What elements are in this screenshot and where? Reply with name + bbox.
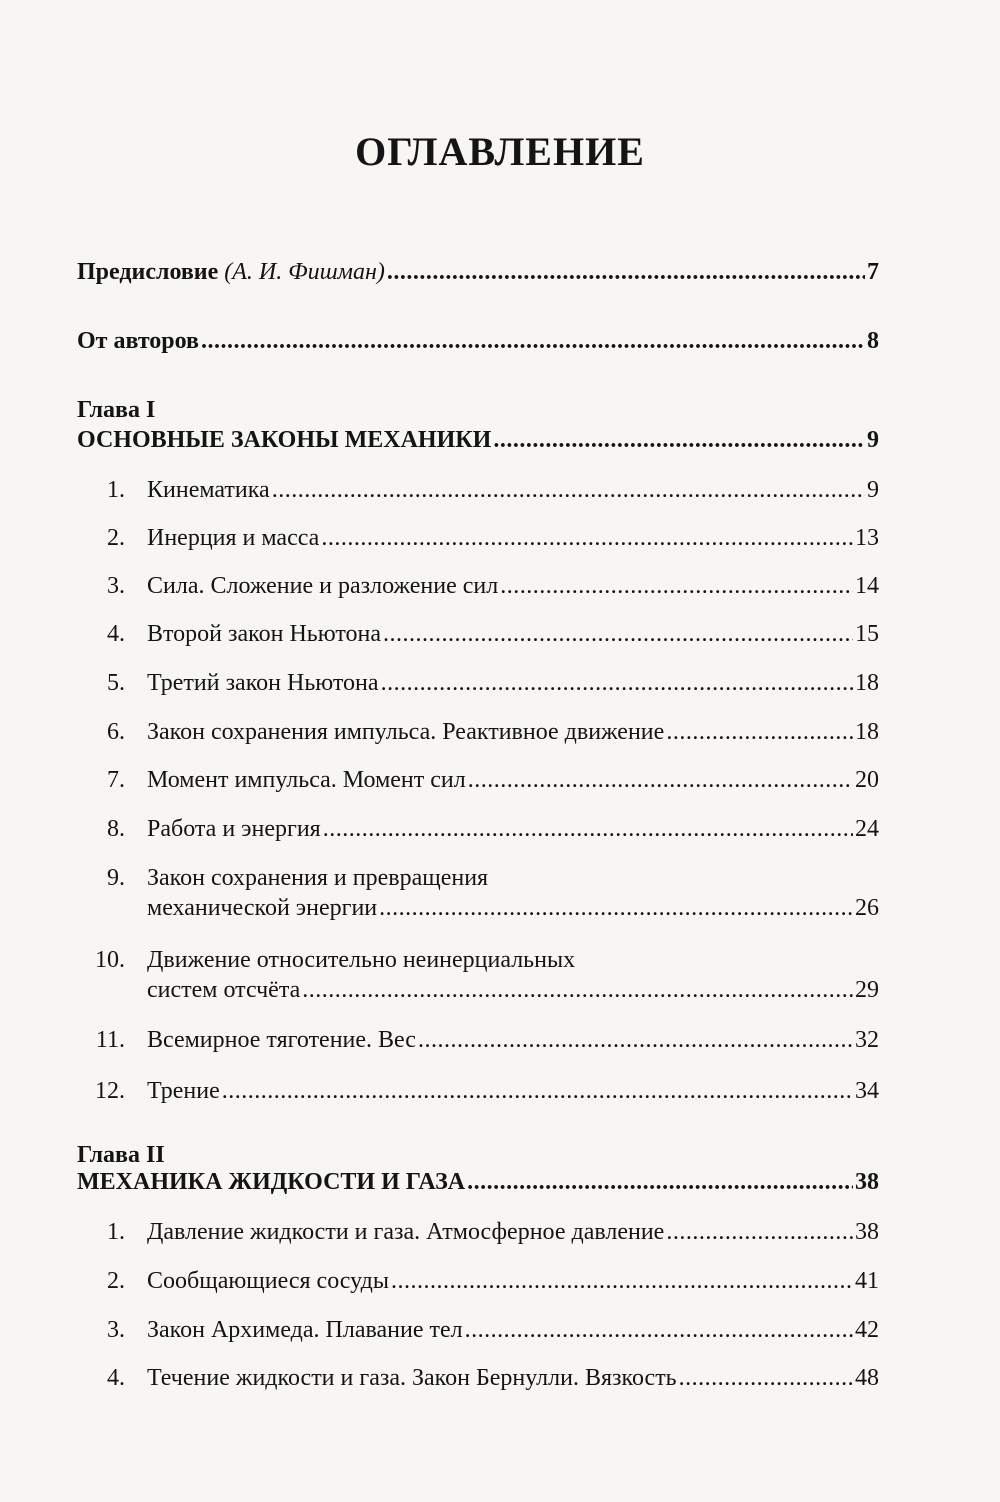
page-number: 9	[867, 477, 879, 503]
leader-dots	[418, 1024, 853, 1056]
page-number: 42	[855, 1317, 879, 1343]
leader-dots	[383, 618, 853, 650]
page-number: 32	[855, 1027, 879, 1053]
section-number: 3.	[107, 1317, 125, 1343]
page-number: 8	[867, 328, 879, 354]
page-number: 7	[867, 259, 879, 285]
section-number: 1.	[107, 1219, 125, 1245]
page-number: 9	[867, 427, 879, 453]
toc-entry[interactable]	[77, 1362, 879, 1394]
chapter-label: Глава II	[77, 1142, 165, 1168]
page-number: 13	[855, 525, 879, 551]
page-number: 26	[855, 895, 879, 921]
toc-entry-preface[interactable]	[77, 256, 879, 288]
section-title: Закон Архимеда. Плавание тел	[147, 1317, 463, 1343]
section-number: 9.	[107, 865, 125, 891]
toc-entry[interactable]	[77, 667, 879, 699]
page-number: 20	[855, 767, 879, 793]
toc-entry[interactable]	[77, 522, 879, 554]
toc-entry[interactable]	[77, 570, 879, 602]
toc-entry[interactable]	[77, 1075, 879, 1107]
page-number: 38	[855, 1219, 879, 1245]
section-title: Течение жидкости и газа. Закон Бернулли. Вязкость	[147, 1365, 677, 1391]
toc-entry-line1	[77, 944, 575, 976]
page-number: 38	[855, 1169, 879, 1195]
leader-dots	[272, 474, 865, 506]
section-number: 2.	[107, 525, 125, 551]
section-number: 4.	[107, 1365, 125, 1391]
section-title: Момент импульса. Момент сил	[147, 767, 466, 793]
entry-label: От авторов	[77, 328, 200, 354]
leader-dots	[381, 667, 853, 699]
toc-entry[interactable]	[77, 974, 879, 1006]
section-number: 3.	[107, 573, 125, 599]
section-title: Всемирное тяготение. Вес	[147, 1027, 416, 1053]
leader-dots	[302, 974, 853, 1006]
leader-dots	[666, 716, 853, 748]
leader-dots	[323, 813, 853, 845]
toc-entry[interactable]	[77, 1216, 879, 1248]
chapter-title: МЕХАНИКА ЖИДКОСТИ И ГАЗА	[77, 1169, 466, 1195]
preface-author: (А. И. Фишман)	[224, 259, 385, 285]
chapter-label: Глава I	[77, 397, 156, 423]
section-title-cont: систем отсчёта	[147, 977, 301, 1003]
section-title: Кинематика	[147, 477, 270, 503]
page-title: ОГЛАВЛЕНИЕ	[355, 129, 645, 174]
section-number: 11.	[95, 1027, 125, 1053]
section-title: Закон сохранения и превращения	[147, 865, 489, 891]
toc-entry[interactable]	[77, 1265, 879, 1297]
section-title: Сила. Сложение и разложение сил	[147, 573, 499, 599]
toc-entry-authors[interactable]	[77, 325, 879, 357]
toc-entry[interactable]	[77, 892, 879, 924]
page-number: 48	[855, 1365, 879, 1391]
section-title: Сообщающиеся сосуды	[147, 1268, 389, 1294]
page-number: 34	[855, 1078, 879, 1104]
section-number: 7.	[107, 767, 125, 793]
leader-dots	[387, 256, 865, 288]
page-number: 18	[855, 719, 879, 745]
toc-entry[interactable]	[77, 1024, 879, 1056]
section-number: 2.	[107, 1268, 125, 1294]
section-number: 10.	[95, 947, 125, 973]
section-title: Третий закон Ньютона	[147, 670, 379, 696]
entry-label: Предисловие (А. И. Фишман)	[77, 259, 385, 285]
toc-entry[interactable]	[77, 474, 879, 506]
leader-dots	[468, 764, 853, 796]
page-number: 24	[855, 816, 879, 842]
leader-dots	[666, 1216, 853, 1248]
toc-entry[interactable]	[77, 1314, 879, 1346]
section-number: 1.	[107, 477, 125, 503]
section-title: Закон сохранения импульса. Реактивное движение	[147, 719, 665, 745]
toc-entry-line1	[77, 862, 488, 894]
section-number: 8.	[107, 816, 125, 842]
section-title: Второй закон Ньютона	[147, 621, 381, 647]
section-number: 5.	[107, 670, 125, 696]
leader-dots	[201, 325, 865, 357]
section-title: Давление жидкости и газа. Атмосферное давление	[147, 1219, 665, 1245]
leader-dots	[379, 892, 853, 924]
toc-entry-chapter-1[interactable]	[77, 424, 879, 456]
page-number: 15	[855, 621, 879, 647]
leader-dots	[493, 424, 865, 456]
toc-entry[interactable]	[77, 618, 879, 650]
leader-dots	[467, 1166, 853, 1198]
toc-entry[interactable]	[77, 716, 879, 748]
section-title: Движение относительно неинерциальных	[147, 947, 576, 973]
toc-entry[interactable]	[77, 764, 879, 796]
page-number: 18	[855, 670, 879, 696]
section-title-cont: механической энергии	[147, 895, 378, 921]
page-number: 14	[855, 573, 879, 599]
leader-dots	[391, 1265, 853, 1297]
toc-entry[interactable]	[77, 813, 879, 845]
leader-dots	[679, 1362, 853, 1394]
section-title: Работа и энергия	[147, 816, 321, 842]
toc-entry-chapter-2[interactable]	[77, 1166, 879, 1198]
section-number: 4.	[107, 621, 125, 647]
leader-dots	[465, 1314, 853, 1346]
page-number: 41	[855, 1268, 879, 1294]
section-number: 12.	[95, 1078, 125, 1104]
chapter-title: ОСНОВНЫЕ ЗАКОНЫ МЕХАНИКИ	[77, 427, 492, 453]
leader-dots	[222, 1075, 853, 1107]
leader-dots	[321, 522, 853, 554]
page-number: 29	[855, 977, 879, 1003]
section-title: Инерция и масса	[147, 525, 320, 551]
leader-dots	[500, 570, 853, 602]
section-title: Трение	[147, 1078, 220, 1104]
section-number: 6.	[107, 719, 125, 745]
